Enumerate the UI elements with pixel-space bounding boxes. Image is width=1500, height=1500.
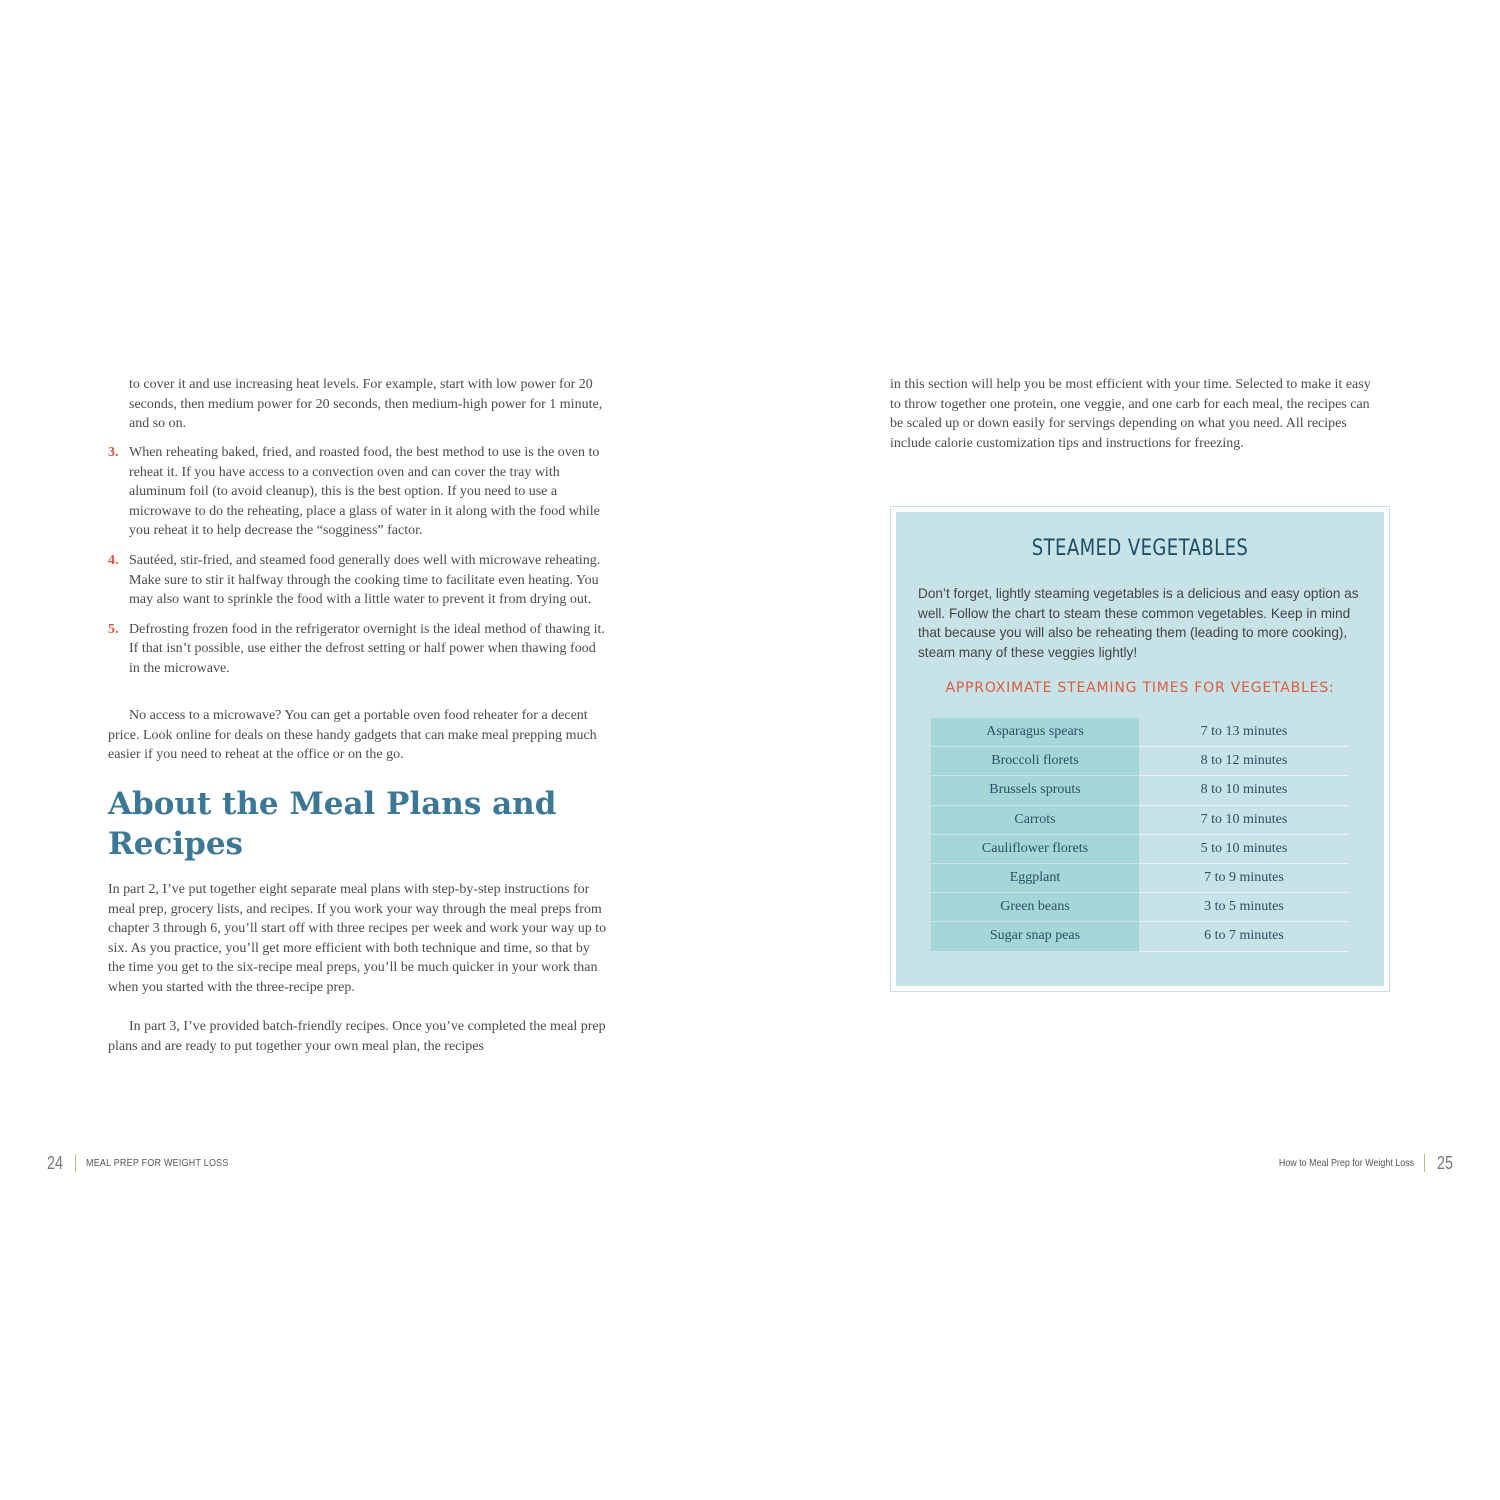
page-number: 25 xyxy=(1436,1152,1453,1173)
vegetable-cell: Carrots xyxy=(931,806,1139,835)
sidebar-box xyxy=(890,506,1390,992)
microwave-paragraph: No access to a microwave? You can get a portable oven food reheater for a decent price. Look online for deals on these handy gadgets that can make meal prepping much easier if you need to reheat at the office or on the go. xyxy=(108,708,597,763)
list-number: 5. xyxy=(108,621,119,637)
table-row xyxy=(931,747,1348,776)
time-cell: 6 to 7 minutes xyxy=(1140,922,1348,951)
list-item-text: Sautéed, stir-fried, and steamed food generally does well with microwave reheating. Make sure to stir it halfway through the cooking time to facilitate even heating. You may also want to sprinkle the food with a little water to prevent it from drying out. xyxy=(129,552,601,608)
vegetable-cell: Green beans xyxy=(931,893,1139,922)
time-cell: 7 to 10 minutes xyxy=(1140,806,1348,835)
left-footer xyxy=(45,1152,254,1174)
vegetable-cell: Asparagus spears xyxy=(931,718,1139,747)
table-row xyxy=(931,922,1348,951)
time-cell: 8 to 12 minutes xyxy=(1140,747,1348,776)
part3-paragraph: In part 3, I’ve provided batch-friendly recipes. Once you’ve completed the meal prep plans and are ready to put together your own meal plan, the recipes xyxy=(108,1019,606,1054)
continued-paragraph: to cover it and use increasing heat levels. For example, start with low power for 20 seconds, then medium power for 20 seconds, then medium-high power for 1 minute, and so on. xyxy=(129,377,603,432)
list-item-text: Defrosting frozen food in the refrigerator overnight is the ideal method of thawing it. If that isn’t possible, use either the defrost setting or half power when thawing food in the microwave. xyxy=(129,621,605,676)
time-cell: 7 to 13 minutes xyxy=(1140,718,1348,747)
page-number: 24 xyxy=(47,1152,64,1173)
time-cell: 5 to 10 minutes xyxy=(1140,835,1348,864)
list-item-text: When reheating baked, fried, and roasted food, the best method to use is the oven to reheat it. If you have access to a convection oven and can cover the tray with aluminum foil (to avoid cleanup), this is the best option. If you need to use a microwave to do the reheating, place a glass of water in it along with the food while you reheat it to help decrease the “sogginess” factor. xyxy=(129,445,600,539)
table-row xyxy=(931,893,1348,922)
vegetable-cell: Eggplant xyxy=(931,864,1139,893)
list-item xyxy=(108,443,608,541)
sidebar-panel xyxy=(896,512,1384,986)
vegetable-cell: Brussels sprouts xyxy=(931,776,1139,805)
list-item xyxy=(108,620,608,679)
vegetable-cell: Sugar snap peas xyxy=(931,922,1139,951)
steaming-times-table xyxy=(931,718,1348,952)
numbered-list xyxy=(108,443,608,689)
running-head: MEAL PREP FOR WEIGHT LOSS xyxy=(86,1157,229,1169)
sidebar-text: Don’t forget, lightly steaming vegetables is a delicious and easy option as well. Follow the chart to steam these common vegetables. Keep in mind that because you will also be reheating them (leading to more cooking), steam many of these veggies lightly! xyxy=(918,586,1359,660)
part2-paragraph: In part 2, I’ve put together eight separate meal plans with step-by-step instructions for meal prep, grocery lists, and recipes. If you work your way through the meal preps from chapter 3 through 6, you’ll start off with three recipes per week and work your way up to six. As you practice, you’ll get more efficient with both technique and time, so that by the time you get to the six-recipe meal preps, you’ll be much quicker in your work than when you started with the three-recipe prep. xyxy=(108,882,607,995)
footer-divider xyxy=(75,1154,76,1172)
table-row xyxy=(931,835,1348,864)
table-row xyxy=(931,718,1348,747)
table-row xyxy=(931,776,1348,805)
running-head: How to Meal Prep for Weight Loss xyxy=(1278,1157,1414,1169)
vegetable-cell: Broccoli florets xyxy=(931,747,1139,776)
list-item xyxy=(108,551,608,610)
time-cell: 7 to 9 minutes xyxy=(1140,864,1348,893)
time-cell: 3 to 5 minutes xyxy=(1140,893,1348,922)
vegetable-cell: Cauliflower florets xyxy=(931,835,1139,864)
sidebar-subtitle: APPROXIMATE STEAMING TIMES FOR VEGETABLES: xyxy=(945,680,1335,696)
right-page xyxy=(750,0,1500,1500)
sidebar-title: STEAMED VEGETABLES xyxy=(1031,536,1249,561)
table-row xyxy=(931,806,1348,835)
section-heading: About the Meal Plans and Recipes xyxy=(108,786,557,862)
table-row xyxy=(931,864,1348,893)
list-number: 3. xyxy=(108,445,119,460)
list-number: 4. xyxy=(108,552,119,568)
continued-paragraph: in this section will help you be most efficient with your time. Selected to make it easy to throw together one protein, one veggie, and one carb for each meal, the recipes can be scaled up or down easily for servings depending on what you need. All recipes include calorie customization tips and instructions for freezing. xyxy=(890,377,1371,451)
footer-divider xyxy=(1424,1154,1425,1172)
right-footer xyxy=(1255,1152,1455,1174)
time-cell: 8 to 10 minutes xyxy=(1140,776,1348,805)
